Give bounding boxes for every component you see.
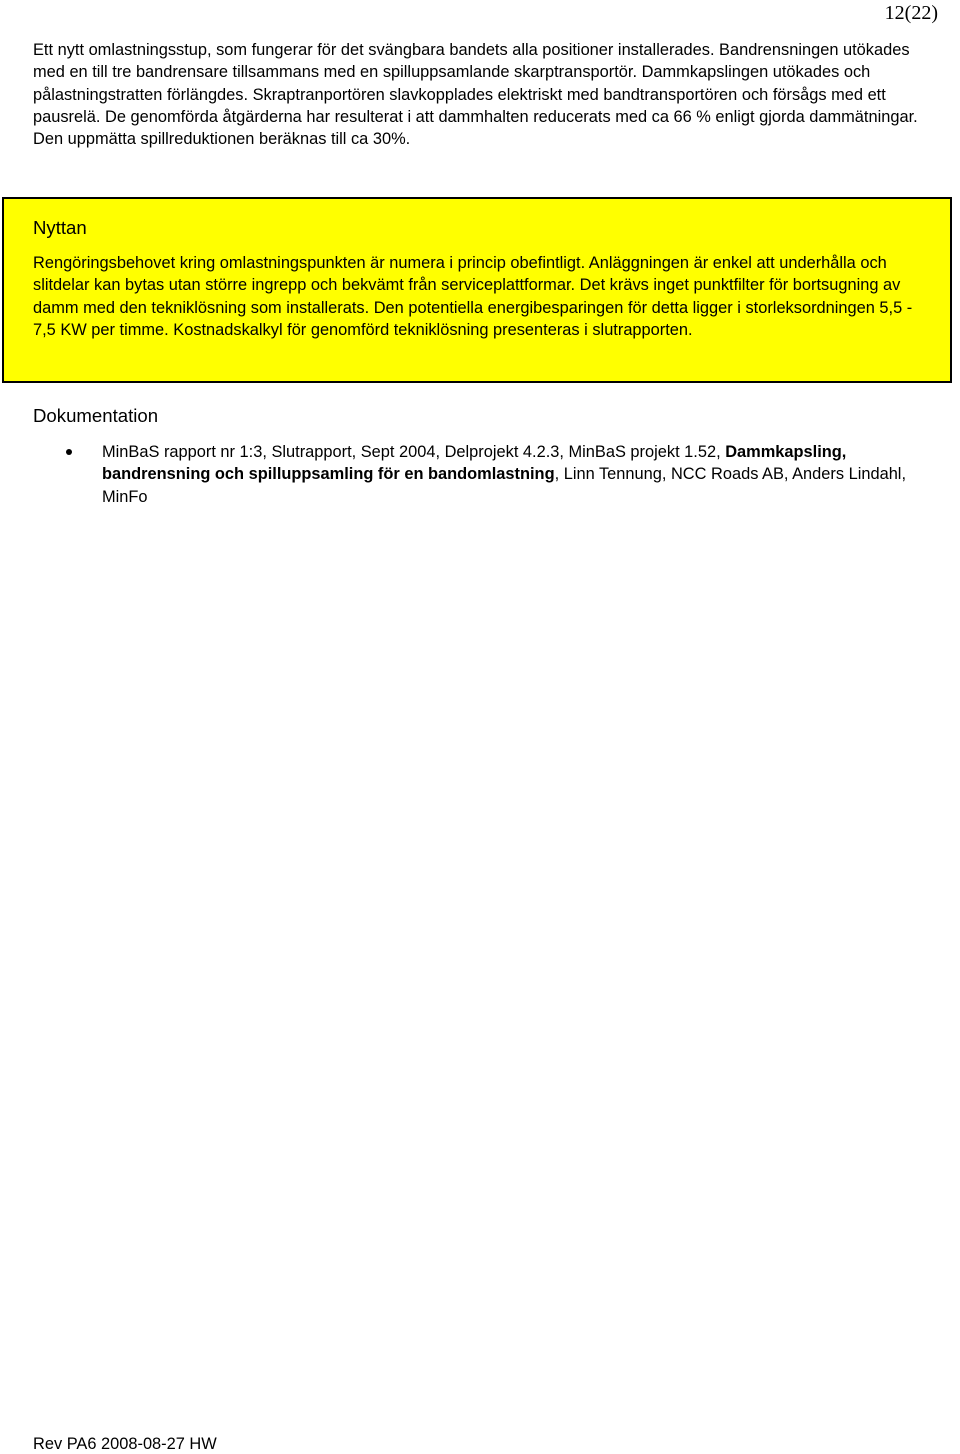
reference-suffix: , Linn Tennung, NCC Roads AB, Anders Lindahl, MinFo <box>102 465 907 506</box>
reference-prefix: MinBaS rapport nr 1:3, Slutrapport, Sept 2004, Delprojekt 4.2.3, MinBaS projekt 1.52, <box>102 443 726 461</box>
benefit-box <box>2 197 952 383</box>
page-number: 12(22) <box>884 2 938 24</box>
documentation-list-item <box>0 441 922 508</box>
benefit-paragraph: Rengöringsbehovet kring omlastningspunkten är numera i princip obefintligt. Anläggningen är enkel att underhålla och slitdelar kan bytas utan större ingrepp och bekvämt från serviceplattformar. Det krävs inget punktfilter för bortsugning av damm med den tekniklösning som installerats. Den potentiella energibesparingen för detta ligger i storleksordningen 5,5 - 7,5 KW per timme. Kostnadskalkyl för genomförd tekniklösning presenteras i slutrapporten. <box>33 254 913 339</box>
benefit-heading: Nyttan <box>33 217 87 238</box>
reference-title: Dammkapsling, bandrensning och spilluppsamling för en bandomlastning <box>102 443 847 484</box>
bullet-icon <box>66 449 72 455</box>
documentation-heading: Dokumentation <box>33 405 159 426</box>
documentation-list <box>0 441 922 508</box>
intro-paragraph: Ett nytt omlastningsstup, som fungerar för det svängbara bandets alla positioner installerades. Bandrensningen utökades med en till tre bandrensare tillsammans med en spilluppsamlande skarptransportör. Dammkapslingen utökades och pålastningstratten förlängdes. Skraptranportören slavkopplades elektriskt med bandtransportören och försågs med ett pausrelä. De genomförda åtgärderna har resulterat i att dammhalten reducerats med ca 66 % enligt gjorda dammätningar. Den uppmätta spillreduktionen beräknas till ca 30%. <box>33 41 918 149</box>
revision-footer: Rev PA6 2008-08-27 HW <box>33 1435 217 1453</box>
